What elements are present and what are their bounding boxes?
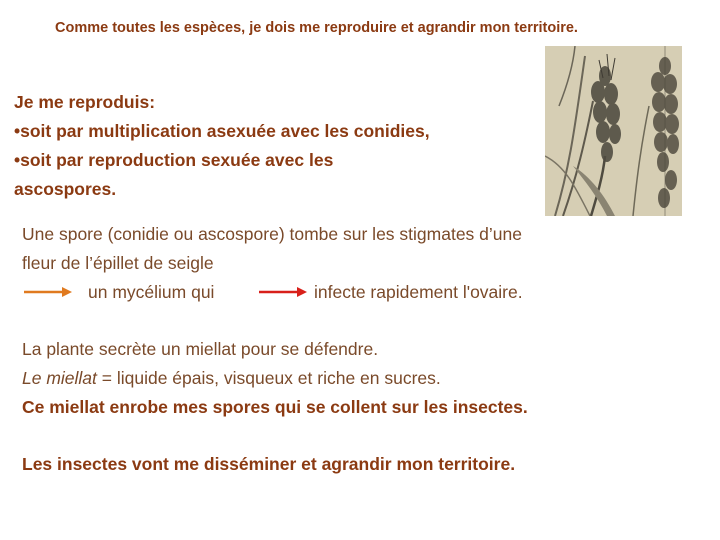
text-line-spore: Une spore (conidie ou ascospore) tombe sur les stigmates d’une bbox=[22, 224, 522, 244]
text-line-arrows bbox=[22, 278, 712, 307]
step-infection: infecte rapidement l'ovaire. bbox=[314, 282, 523, 302]
text-line-miellat-def bbox=[22, 364, 712, 393]
bullet-sexual: •soit par reproduction sexuée avec les bbox=[14, 150, 334, 170]
main-text bbox=[22, 220, 712, 479]
reproduction-block bbox=[14, 88, 534, 204]
slide-title: Comme toutes les espèces, je dois me reproduire et agrandir mon territoire. bbox=[55, 20, 578, 36]
miellat-term: Le miellat bbox=[22, 368, 97, 388]
wheat-icon bbox=[545, 46, 682, 216]
orange-arrow-icon bbox=[24, 286, 72, 298]
wheat-ears-illustration bbox=[545, 46, 682, 216]
text-line-plante: La plante secrète un miellat pour se défendre. bbox=[22, 339, 379, 359]
text-line-dissemination: Les insectes vont me disséminer et agrandir mon territoire. bbox=[22, 454, 516, 474]
reproduction-heading: Je me reproduis: bbox=[14, 92, 156, 112]
bullet-sexual-continued: ascospores. bbox=[14, 179, 117, 199]
bullet-asexual: •soit par multiplication asexuée avec les conidies, bbox=[14, 121, 430, 141]
step-mycelium: un mycélium qui bbox=[88, 282, 215, 302]
red-arrow-icon bbox=[259, 286, 307, 298]
miellat-definition: = liquide épais, visqueux et riche en sucres. bbox=[96, 368, 441, 388]
text-line-spores-insects: Ce miellat enrobe mes spores qui se collent sur les insectes. bbox=[22, 397, 528, 417]
text-line-epillet: fleur de l’épillet de seigle bbox=[22, 253, 214, 273]
